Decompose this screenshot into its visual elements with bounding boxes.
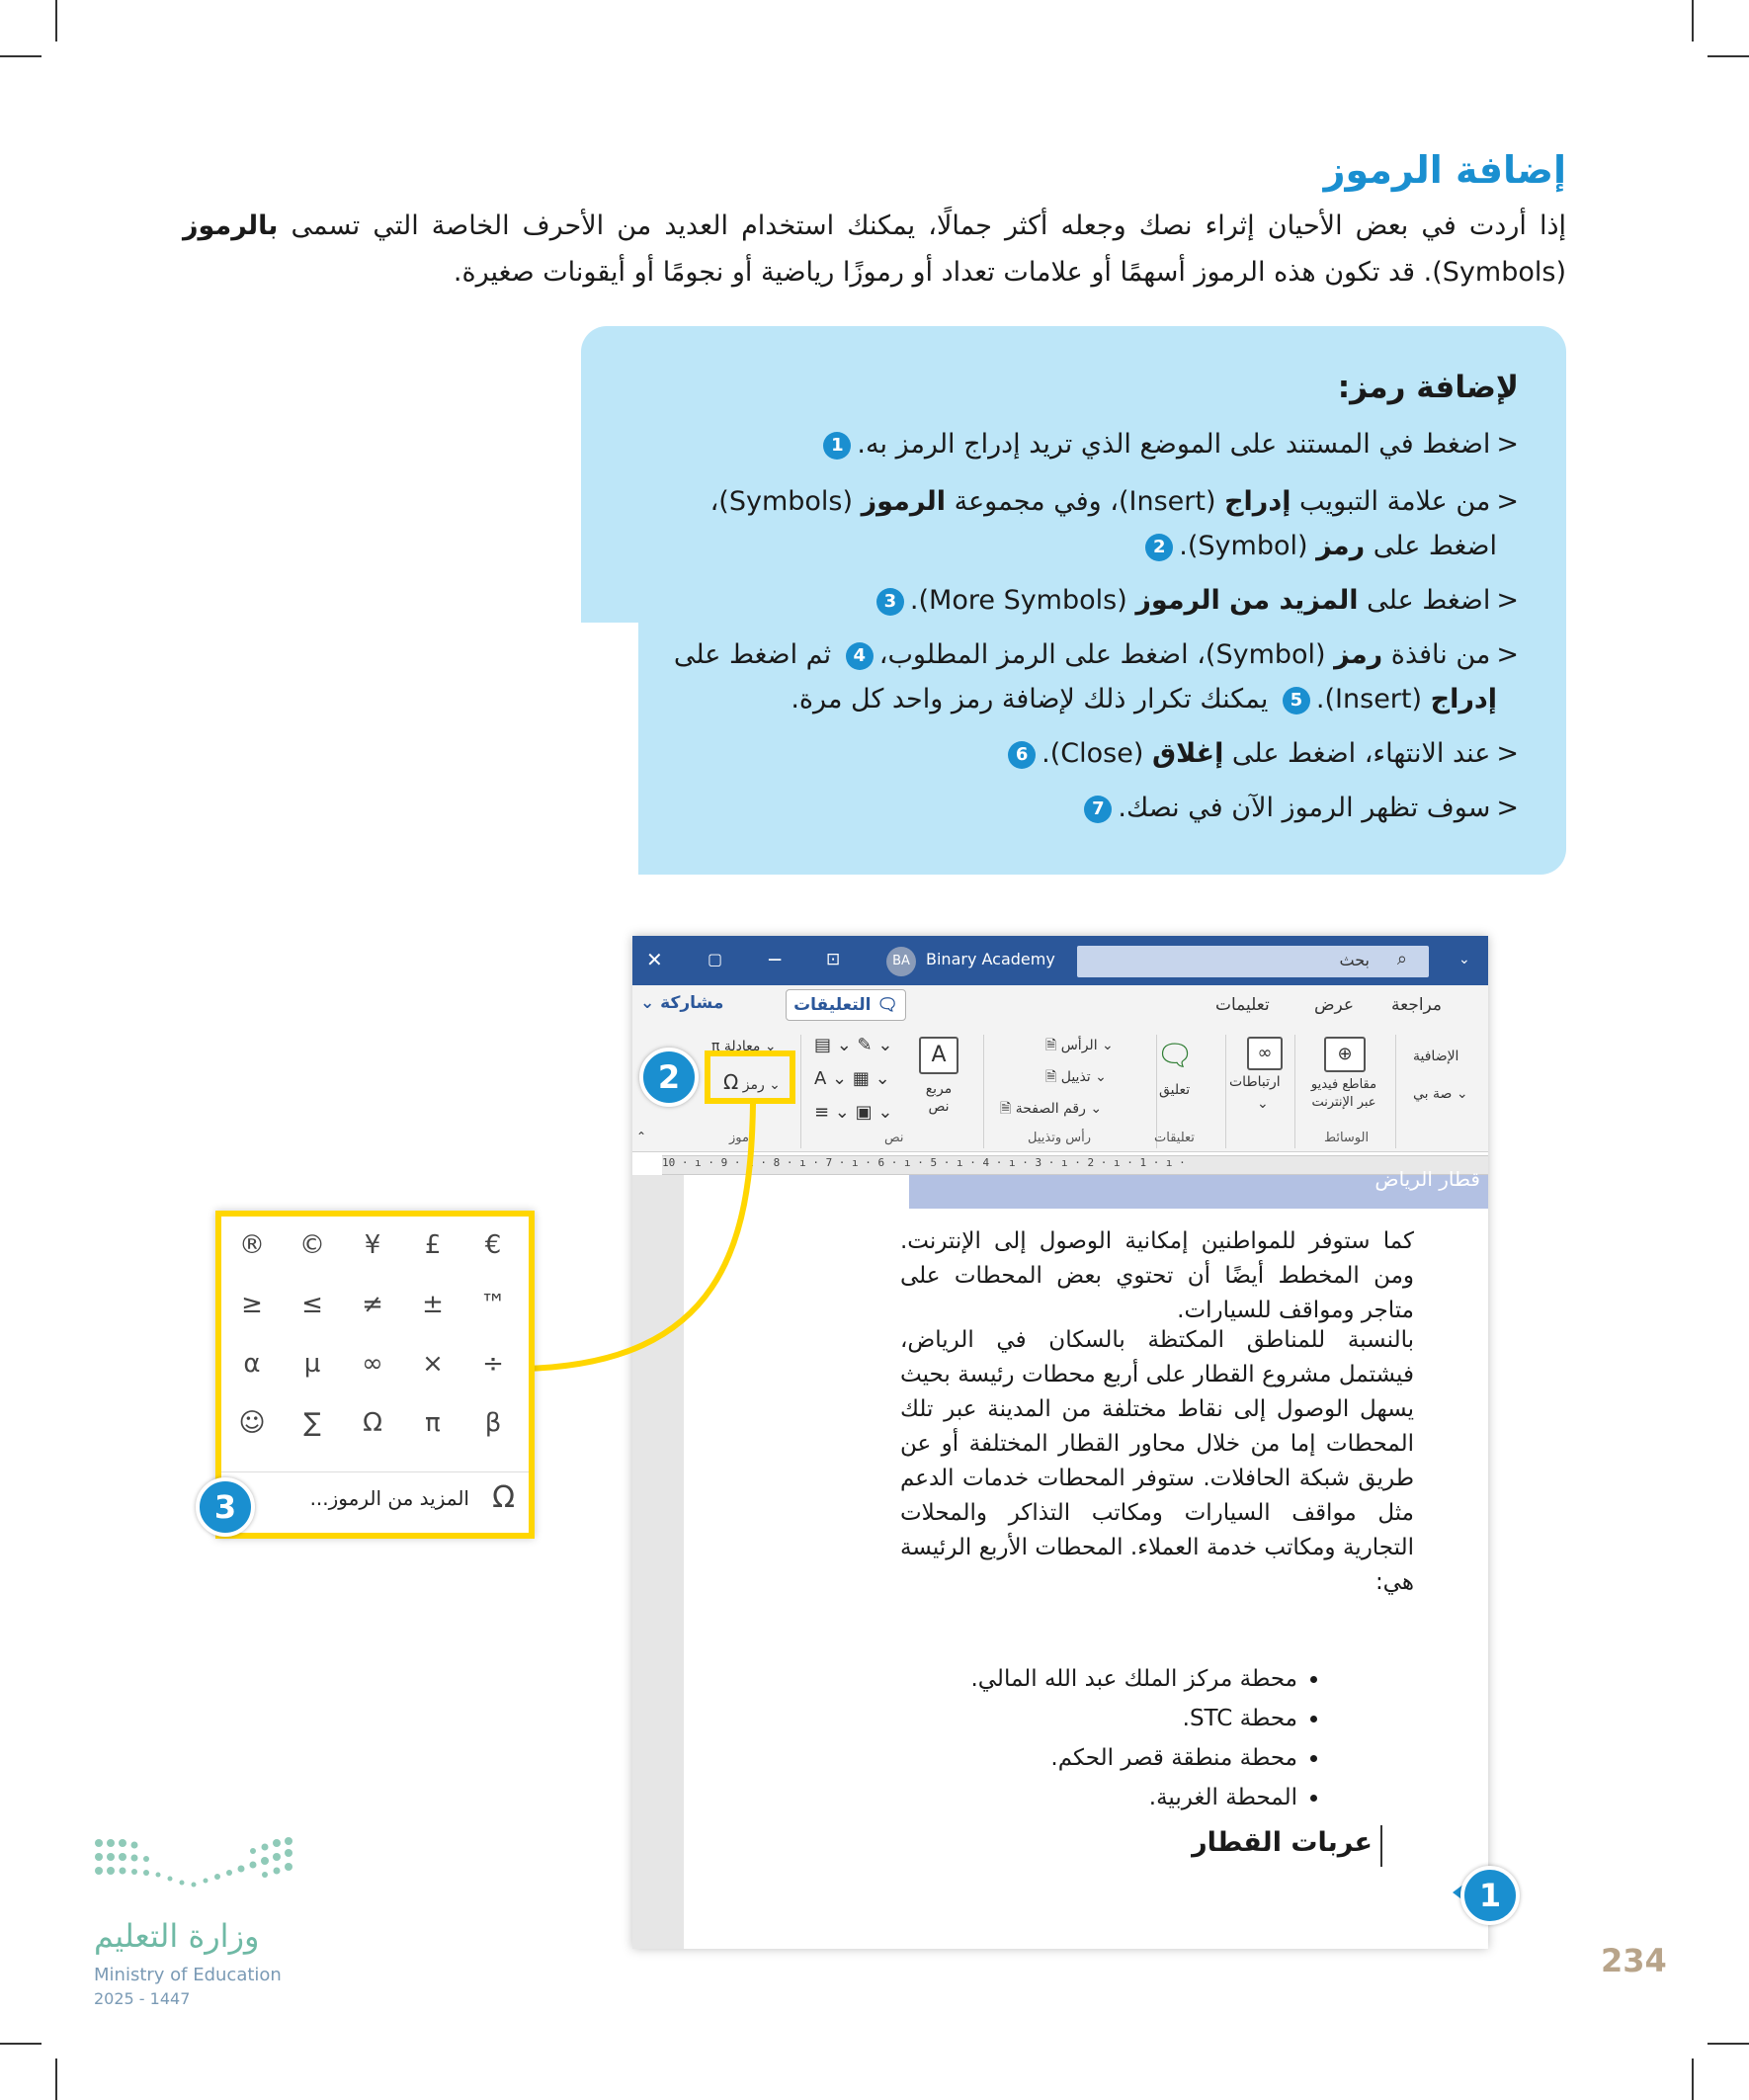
new-comment-icon[interactable]: 🗨 bbox=[1156, 1039, 1195, 1073]
symbol-cell[interactable]: ¥ bbox=[364, 1230, 381, 1260]
step-text: (More Symbols). bbox=[909, 585, 1136, 616]
omega-icon: Ω bbox=[723, 1070, 739, 1094]
step-2: <من علامة التبويب إدراج (Insert)، وفي مجموعة الرموز (Symbols)، bbox=[709, 486, 1519, 517]
textbox-label: مربع نص bbox=[925, 1081, 953, 1115]
link-icon[interactable]: ∞ bbox=[1247, 1037, 1283, 1070]
step-3: <اضغط على المزيد من الرموز (More Symbols).3 bbox=[871, 578, 1519, 624]
callout-3: 3 bbox=[196, 1477, 255, 1537]
comments-button[interactable]: التعليقات 🗨 bbox=[786, 989, 906, 1021]
comments-label: التعليقات bbox=[793, 995, 872, 1015]
page-number-button[interactable]: ⌄ رقم الصفحة 🗎 bbox=[1000, 1101, 1103, 1117]
step-bold: إدراج bbox=[1430, 684, 1497, 714]
step-bold: المزيد من الرموز bbox=[1135, 585, 1359, 616]
group-media: الوسائط bbox=[1324, 1131, 1370, 1145]
step-bold: إغلاق bbox=[1151, 738, 1224, 769]
close-icon[interactable]: ✕ bbox=[646, 948, 663, 971]
chevron-down-icon[interactable]: ⌄ bbox=[1257, 1096, 1269, 1112]
equation-button[interactable]: ⌄ معادلة π bbox=[711, 1039, 777, 1054]
tab-review[interactable]: مراجعة bbox=[1391, 995, 1443, 1015]
user-name: Binary Academy bbox=[926, 950, 1055, 968]
search-icon: ⌕ bbox=[1396, 949, 1407, 969]
symbol-cell[interactable]: ÷ bbox=[482, 1349, 504, 1379]
step-text: اضغط على bbox=[1365, 531, 1497, 561]
step-4: <من نافذة رمز (Symbol)، اضغط على الرمز المطلوب،4 ثم اضغط على bbox=[673, 639, 1519, 670]
step-text: (Insert). bbox=[1315, 684, 1431, 714]
doc-paragraph-1: كما ستوفر للمواطنين إمكانية الوصول إلى الإنترنت. ومن المخطط أيضًا أن تحتوي بعض المحطات على متاجر ومواقف للسيارات. bbox=[900, 1228, 1414, 1323]
step-number: 7 bbox=[1084, 796, 1112, 823]
addins2-text: صة بي bbox=[1413, 1086, 1453, 1102]
page-number: 234 bbox=[1601, 1942, 1667, 1979]
step-text: اضغط على bbox=[1358, 585, 1491, 616]
ministry-name-en: Ministry of Education bbox=[94, 1965, 282, 1985]
header-label: الرأس bbox=[1060, 1038, 1098, 1053]
banner-text: قطار الرياض bbox=[1374, 1167, 1480, 1191]
online-video-label: مقاطع فيديو عبر الإنترنت bbox=[1310, 1077, 1377, 1110]
ministry-name-ar: وزارة التعليم bbox=[94, 1917, 260, 1955]
minimize-icon[interactable]: ─ bbox=[769, 948, 782, 971]
online-video-icon[interactable]: ⊕ bbox=[1324, 1037, 1366, 1072]
step-number: 3 bbox=[876, 588, 904, 616]
ribbon-display-icon[interactable]: ⊡ bbox=[826, 950, 841, 969]
group-symbols: رموز bbox=[729, 1131, 756, 1145]
quick-parts-icon[interactable]: ⌄ ✎ ⌄ ▤ bbox=[814, 1035, 893, 1055]
step-text: ثم اضغط على bbox=[673, 639, 840, 670]
comment-label[interactable]: تعليق bbox=[1159, 1082, 1191, 1098]
step-text: (Symbol)، اضغط على الرمز المطلوب، bbox=[878, 639, 1335, 670]
maximize-icon[interactable]: ▢ bbox=[708, 950, 723, 968]
symbol-cell[interactable]: ≥ bbox=[241, 1290, 263, 1319]
section-title: إضافة الرموز bbox=[1323, 148, 1566, 192]
page-number-label: رقم الصفحة bbox=[1015, 1101, 1086, 1117]
symbol-gallery bbox=[215, 1211, 535, 1539]
steps-heading: لإضافة رمز: bbox=[1337, 370, 1519, 405]
step-6: <سوف تظهر الرموز الآن في نصك.7 bbox=[1078, 786, 1519, 831]
equation-label: معادلة bbox=[723, 1039, 761, 1054]
step-text: سوف تظهر الرموز الآن في نصك. bbox=[1118, 793, 1491, 823]
group-text: نص bbox=[884, 1131, 904, 1145]
step-text: عند الانتهاء، اضغط على bbox=[1223, 738, 1491, 769]
step-text: (Close). bbox=[1041, 738, 1152, 769]
omega-icon: Ω bbox=[492, 1480, 515, 1515]
step-text: يمكنك تكرار ذلك لإضافة رمز واحد كل مرة. bbox=[791, 684, 1277, 714]
step-bold: الرموز bbox=[861, 486, 947, 517]
symbol-cell[interactable]: ∞ bbox=[362, 1349, 383, 1379]
footer-button[interactable]: ⌄ تذييل 🗎 bbox=[1045, 1069, 1107, 1085]
step-text: اضغط في المستند على الموضع الذي تريد إدراج الرمز به. bbox=[857, 429, 1491, 460]
links-label[interactable]: ارتباطات bbox=[1229, 1074, 1281, 1090]
step-text: (Insert)، وفي مجموعة bbox=[946, 486, 1225, 517]
collapse-ribbon-icon[interactable]: ⌃ bbox=[636, 1130, 647, 1143]
list-item: • المحطة الغربية. bbox=[970, 1778, 1297, 1817]
header-button[interactable]: ⌄ الرأس 🗎 bbox=[1045, 1038, 1114, 1053]
step-1: <اضغط في المستند على الموضع الذي تريد إدراج الرمز به.1 bbox=[817, 422, 1519, 467]
step-bold: رمز bbox=[1334, 639, 1383, 670]
symbol-cell[interactable]: € bbox=[484, 1230, 502, 1260]
ministry-year: 2025 - 1447 bbox=[94, 1989, 191, 2008]
step-number: 4 bbox=[846, 642, 874, 670]
symbol-cell[interactable]: ™ bbox=[480, 1290, 506, 1319]
textbox-icon[interactable]: A bbox=[919, 1037, 958, 1074]
chevron-down-icon[interactable]: ⌄ bbox=[1458, 952, 1470, 967]
step-number: 6 bbox=[1008, 741, 1036, 769]
intro-bold: بالرموز bbox=[183, 210, 279, 241]
tab-view[interactable]: عرض bbox=[1314, 995, 1355, 1015]
addins-label[interactable]: الإضافية bbox=[1413, 1049, 1459, 1064]
intro-text: إذا أردت في بعض الأحيان إثراء نصك وجعله أكثر جمالًا، يمكنك استخدام العديد من الأحرف الخاصة التي تسمى bbox=[278, 210, 1566, 241]
step-number: 2 bbox=[1145, 534, 1173, 561]
search-placeholder: بحث bbox=[1339, 951, 1370, 969]
step-bold: رمز bbox=[1316, 531, 1366, 561]
more-symbols-button[interactable] bbox=[221, 1471, 529, 1528]
doc-heading: عربات القطار bbox=[1192, 1827, 1373, 1858]
symbol-cell[interactable]: β bbox=[484, 1408, 502, 1438]
symbol-cell[interactable]: ® bbox=[239, 1230, 265, 1260]
avatar[interactable]: BA bbox=[886, 947, 916, 976]
addins-label-2[interactable]: ⌄ صة بي bbox=[1413, 1086, 1468, 1102]
object-icon[interactable]: ⌄ ▣ ⌄ ≡ bbox=[814, 1102, 893, 1123]
step-text: (Symbols)، bbox=[709, 486, 862, 517]
symbol-cell[interactable]: ± bbox=[422, 1290, 444, 1319]
list-item: • محطة منطقة قصر الحكم. bbox=[970, 1738, 1297, 1778]
symbol-button[interactable]: ⌄ رمز Ω bbox=[723, 1070, 781, 1094]
group-comments: تعليقات bbox=[1154, 1131, 1195, 1145]
symbol-cell[interactable]: £ bbox=[424, 1230, 442, 1260]
symbol-cell[interactable]: × bbox=[422, 1349, 444, 1379]
symbol-cell[interactable]: ≠ bbox=[362, 1290, 383, 1319]
symbol-cell[interactable]: ☺ bbox=[238, 1408, 266, 1438]
list-item: • محطة مركز الملك عبد الله المالي. bbox=[970, 1659, 1297, 1699]
ruler[interactable]: 10 · ı · 9 · ı · 8 · ı · 7 · ı · 6 · ı · 5 · ı · 4 · ı · 3 · ı · 2 · ı · 1 · ı · bbox=[662, 1155, 1488, 1175]
share-button[interactable]: ⌄ مشاركة bbox=[640, 993, 724, 1013]
callout-1: 1 bbox=[1460, 1866, 1520, 1925]
tab-help[interactable]: تعليمات bbox=[1215, 995, 1270, 1015]
step-bold: إدراج bbox=[1224, 486, 1291, 517]
more-symbols-label: المزيد من الرموز... bbox=[309, 1486, 469, 1510]
symbol-cell[interactable]: Ω bbox=[363, 1408, 382, 1438]
symbol-cell[interactable]: π bbox=[425, 1408, 441, 1438]
symbol-cell[interactable]: © bbox=[299, 1230, 325, 1260]
footer-label: تذييل bbox=[1060, 1069, 1091, 1085]
list-item: • محطة STC. bbox=[970, 1699, 1297, 1738]
step-text: (Symbol). bbox=[1179, 531, 1317, 561]
step-5: <عند الانتهاء، اضغط على إغلاق (Close).6 bbox=[1002, 731, 1519, 777]
symbol-cell[interactable]: µ bbox=[303, 1349, 321, 1379]
symbol-cell[interactable]: ≤ bbox=[301, 1290, 323, 1319]
date-time-icon[interactable]: ⌄ ▦ ⌄ A bbox=[814, 1068, 890, 1089]
step-number: 5 bbox=[1283, 687, 1310, 714]
group-header-footer: رأس وتذييل bbox=[1028, 1131, 1091, 1145]
intro-text: (Symbols). قد تكون هذه الرموز أسهمًا أو علامات تعداد أو رموزًا رياضية أو نجومًا أو أيقونات صغيرة. bbox=[453, 257, 1566, 288]
doc-paragraph-2: بالنسبة للمناطق المكتظة بالسكان في الرياض، فيشتمل مشروع القطار على أربع محطات رئيسة بحيث يسهل الوصول إلى نقاط مختلفة من المدينة عبر تلك المحطات إما من خلال محاور القطار المختلفة أو عن طريق شبكة الحافلات. ستوفر المحطات خدمات الدعم مثل مواقف السيارات ومكاتب التذاكر والمحلات التجارية ومكاتب خدمة العملاء. المحطات الأربع الرئيسة هي: bbox=[900, 1327, 1414, 1595]
symbol-label: رمز bbox=[742, 1077, 765, 1093]
symbol-cell[interactable]: α bbox=[243, 1349, 261, 1379]
symbol-cell[interactable]: ∑ bbox=[303, 1408, 321, 1438]
ministry-logo-icon bbox=[91, 1833, 303, 1902]
callout-2: 2 bbox=[639, 1048, 699, 1107]
step-text: من نافذة bbox=[1382, 639, 1491, 670]
share-label: مشاركة bbox=[660, 993, 724, 1013]
step-text: من علامة التبويب bbox=[1291, 486, 1491, 517]
step-number: 1 bbox=[823, 432, 851, 460]
